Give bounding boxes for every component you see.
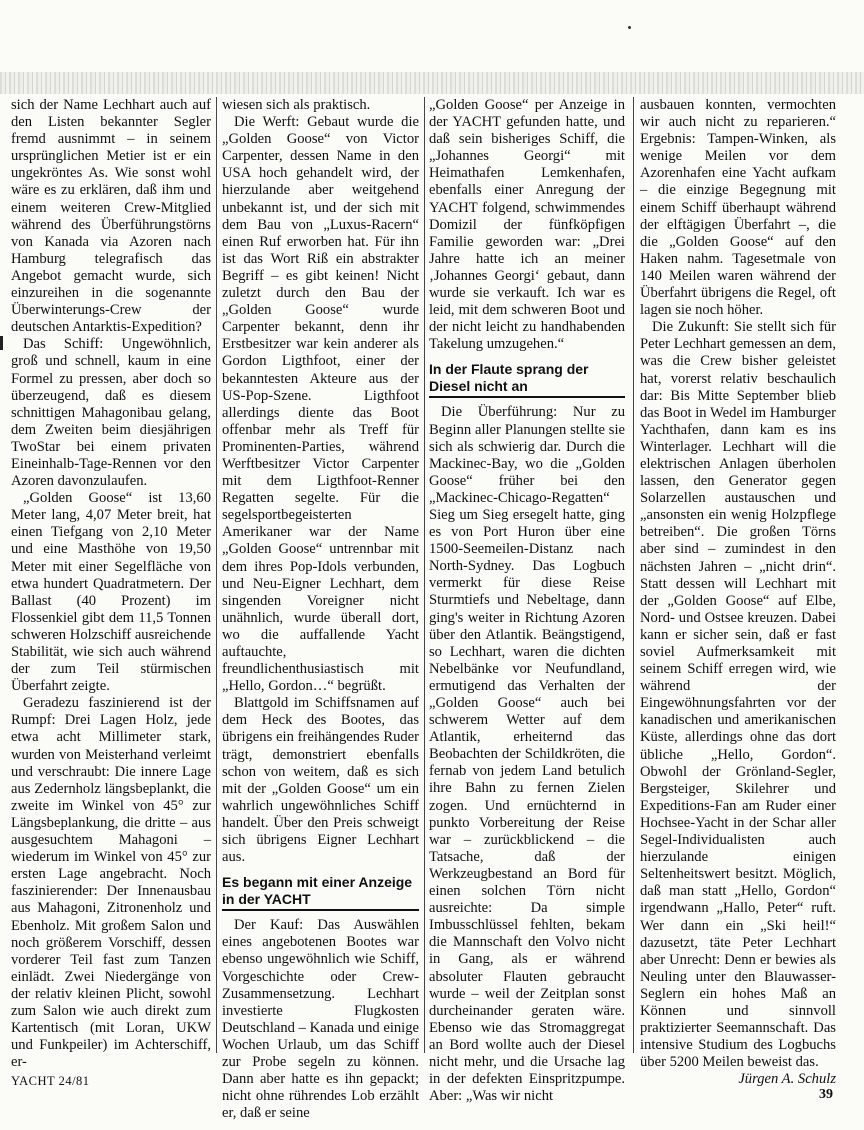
scan-edge-mark (0, 336, 3, 350)
column-rule (633, 97, 634, 1053)
paragraph: Die Zukunft: Sie stellt sich für Peter Lechhart gemessen an dem, was die Crew bisher geleistet hat, vorerst relativ beschaulich dar: Bis Mitte September blieb das Boot in Wedel im Hamburger Yachthafen, dann kam es ins Winterlager. Lechhart will die elektrischen Anlagen überholen lassen, den Generator gegen Solarzellen austauschen und „ansonsten ein wenig Holzpflege betreiben“. Die großen Törns aber sind – zumindest in den nächsten Jahren – „nicht drin“. Statt dessen will Lechhart mit der „Golden Goose“ auf Elbe, Nord- und Ostsee kreuzen. Dabei kann er sicher sein, daß er fast soviel Aufmerksamkeit mit seinem Schiff erregen wird, wie während der Eingewöhnungsfahrten vor der kanadischen und amerikanischen Küste, allerdings ohne das dort übliche „Hello, Gordon“. Obwohl der Grönland-Segler, Bergsteiger, Skilehrer und Expeditions-Fan am Ruder einer Hochsee-Yacht in der Schar aller Segel-Individualisten auch hierzulande einigen Seltenheitswert besitzt. Möglich, daß man statt „Hello, Gordon“ irgendwann „Hallo, Peter“ ruft. Wer dann ein „Ski heil!“ dazusetzt, täte Peter Lechhart aber Unrecht: Denn er bewies als Neuling unter den Blauwasser-Seglern ein hohes Maß an Können und sinnvoll praktizierter Seemannschaft. Das intensive Studium des Logbuchs über 5200 Meilen beweist das. (640, 319, 836, 1071)
paragraph: Blattgold im Schiffsnamen auf dem Heck des Bootes, das übrigens ein freihängendes Ruder trägt, demonstriert ebenfalls schon von weitem, daß es sich mit der „Golden Goose“ um ein wahrlich ungewöhnliches Schiff handelt. Über den Preis schweigt sich übrigens Eigner Lechhart aus. (222, 695, 419, 866)
paragraph: sich der Name Lechhart auch auf den Listen bekannter Segler fremd ausnimmt – in seinem ursprünglichen Metier ist er ein ungekröntes As. Wie sonst wohl wäre es zu erklären, daß ihm und einem weiteren Crew-Mitglied während des Überführungstörns von Kanada via Azoren nach Hamburg telegrafisch das Angebot gemacht wurde, sich einzureihen in die sogenannte Überwinterungs-Crew der deutschen Antarktis-Expedition? (11, 97, 211, 336)
paragraph: Das Schiff: Ungewöhnlich, groß und schnell, kaum in eine Formel zu pressen, aber doch so überzeugend, daß es diesem schnittigen Mahagonibau gelang, dem Zweiten beim diesjährigen TwoStar bei einem privaten Eineinhalb-Tage-Rennen vor den Azoren davonzulaufen. (11, 336, 211, 490)
publication-issue: YACHT 24/81 (11, 1074, 90, 1088)
article-column-2 (222, 97, 419, 1122)
paragraph: „Golden Goose“ ist 13,60 Meter lang, 4,07 Meter breit, hat einen Tiefgang von 2,10 Meter und eine Masthöhe von 19,50 Meter mit einer Segelfläche von etwa hundert Quadratmetern. Der Ballast (40 Prozent) im Flossenkiel gibt dem 11,5 Tonnen schweren Holzschiff ausreichende Stabilität, wie sich auch während der zum Teil stürmischen Überfahrt zeigte. (11, 490, 211, 695)
subheading: Es begann mit einer Anzeige in der YACHT (222, 874, 419, 911)
article-column-4 (640, 97, 836, 1088)
paragraph: wiesen sich als praktisch. (222, 97, 371, 113)
subheading: In der Flaute sprang der Diesel nicht an (429, 361, 625, 398)
paragraph: Die Überführung: Nur zu Beginn aller Planungen stellte sie sich als schwierig dar. Durch die Mackinec-Bay, wo die „Golden Goose“ früher bei den „Mackinec-Chicago-Regatten“ Sieg um Sieg ersegelt hatte, ging es von Port Huron über eine 1500-Seemeilen-Distanz nach North-Sydney. Das Logbuch vermerkt für diese Reise Sturmtiefs und Nebeltage, dann ging's weiter in Richtung Azoren über den Atlantik. Beängstigend, so Lechhart, waren die dichten Nebelbänke vor Neufundland, ermutigend das Verhalten der „Golden Goose“ auch bei schwerem Wetter auf dem Atlantik, erheiternd das Beobachten der Schildkröten, die fernab von jedem Land betulich ihre Bahn zu fernen Zielen zogen. Und ernüchternd in punkto Vorbereitung der Reise war – zurückblickend – die Tatsache, daß der Werkzeugbestand an Bord für einen solchen Törn nicht ausreichte: Da simple Imbusschlüssel fehlten, bekam die Mannschaft den Volvo nicht in Gang, als er während absoluter Flauten gebraucht wurde – weil der Zeitplan sonst durcheinander geraten wäre. Ebenso wie das Stromaggregat an Bord wollte auch der Diesel nicht mehr, und die Ursache lag in der defekten Einspritzpumpe. Aber: „Was wir nicht (429, 404, 625, 1105)
article-column-1 (11, 97, 211, 1071)
column-rule (216, 97, 217, 1053)
paragraph: Geradezu faszinierend ist der Rumpf: Drei Lagen Holz, jede etwa acht Millimeter stark, wurden von Meisterhand verleimt und verschraubt: Die innere Lage aus Zedernholz längsbeplankt, die zweite im Winkel von 45° zur Längsbeplankung, die dritte – aus ausgesuchtem Mahagoni – wiederum im Winkel von 45° zur ersten Lage angebracht. Noch faszinierender: Der Innenausbau aus Mahagoni, Zitronenholz und Ebenholz. Mit großem Salon und noch größerem Vorschiff, dessen vorderer Teil fast zum Tanzen einlädt. Zwei Niedergänge von der relativ kleinen Plicht, sowohl zum Salon wie auch direkt zum Kartentisch (mit Loran, UKW und Funkpeiler) im Achterschiff, er- (11, 695, 211, 1071)
page-number: 39 (819, 1087, 833, 1102)
paragraph: Die Werft: Gebaut wurde die „Golden Goose“ von Victor Carpenter, dessen Name in den USA hoch gehandelt wird, der hierzulande aber weitgehend unbekannt ist, und der sich mit dem Bau von „Luxus-Racern“ einen Ruf erworben hat. Für ihn ist das Wort Riß ein abstrakter Begriff – es gibt keinen! Nicht zuletzt durch den Bau der „Golden Goose“ wurde Carpenter bekannt, denn ihr Erstbesitzer war kein anderer als Gordon Ligthfoot, einer der bekanntesten Akteure aus der US-Pop-Szene. Ligthfoot allerdings diente das Boot offenbar mehr als Treff für Prominenten-Parties, während Werftbesitzer Victor Carpenter mit dem Ligthfoot-Renner Regatten segelte. Für die segelsportbegeisterten Amerikaner war der Name „Golden Goose“ untrennbar mit dem ihres Pop-Idols verbunden, und Neu-Eigner Lechhart, dem singenden Voreigner nicht unähnlich, wurde überall dort, wo die auffallende Yacht auftauchte, freundlichenthusiastisch mit „Hello, Gordon…“ begrüßt. (222, 114, 419, 695)
paragraph: „Golden Goose“ per Anzeige in der YACHT gefunden hatte, und daß sein bisheriges Schiff, die „Johannes Georgi“ mit Heimathafen Lemkenhafen, ebenfalls einer Anregung der YACHT folgend, schwimmendes Domizil der fünfköpfigen Familie geworden war: „Drei Jahre hatte ich an meiner ‚Johannes Georgi‘ gebaut, dann wurde sie verkauft. Ich war es leid, mit dem schweren Boot und der nicht leicht zu handhabenden Takelung umzugehen.“ (429, 97, 625, 353)
paragraph: Der Kauf: Das Auswählen eines angebotenen Bootes war ebenso ungewöhnlich wie Schiff, Vorgeschichte oder Crew-Zusammensetzung. Lechhart investierte Flugkosten Deutschland – Kanada und einige Wochen Urlaub, um das Schiff zur Probe segeln zu können. Dann aber hatte es ihn gepackt; nicht ohne rührendes Lob erzählt er, daß er seine (222, 917, 419, 1122)
paragraph: ausbauen konnten, vermochten wir auch nicht zu reparieren.“ Ergebnis: Tampen-Winken, als wenige Meilen vor dem Azorenhafen eine Yacht aufkam – die einzige Begegnung mit einem Schiff überhaupt während der elftägigen Überfahrt –, die die „Golden Goose“ auf den Haken nahm. Tagesetmale von 140 Meilen waren während der Überfahrt übrigens die Regel, oft lagen sie noch höher. (640, 97, 836, 319)
column-rule (424, 97, 425, 1053)
scan-header-band (0, 72, 864, 94)
author-signature: Jürgen A. Schulz (738, 1071, 836, 1088)
article-column-3 (429, 97, 625, 1105)
scan-speck (628, 26, 631, 29)
